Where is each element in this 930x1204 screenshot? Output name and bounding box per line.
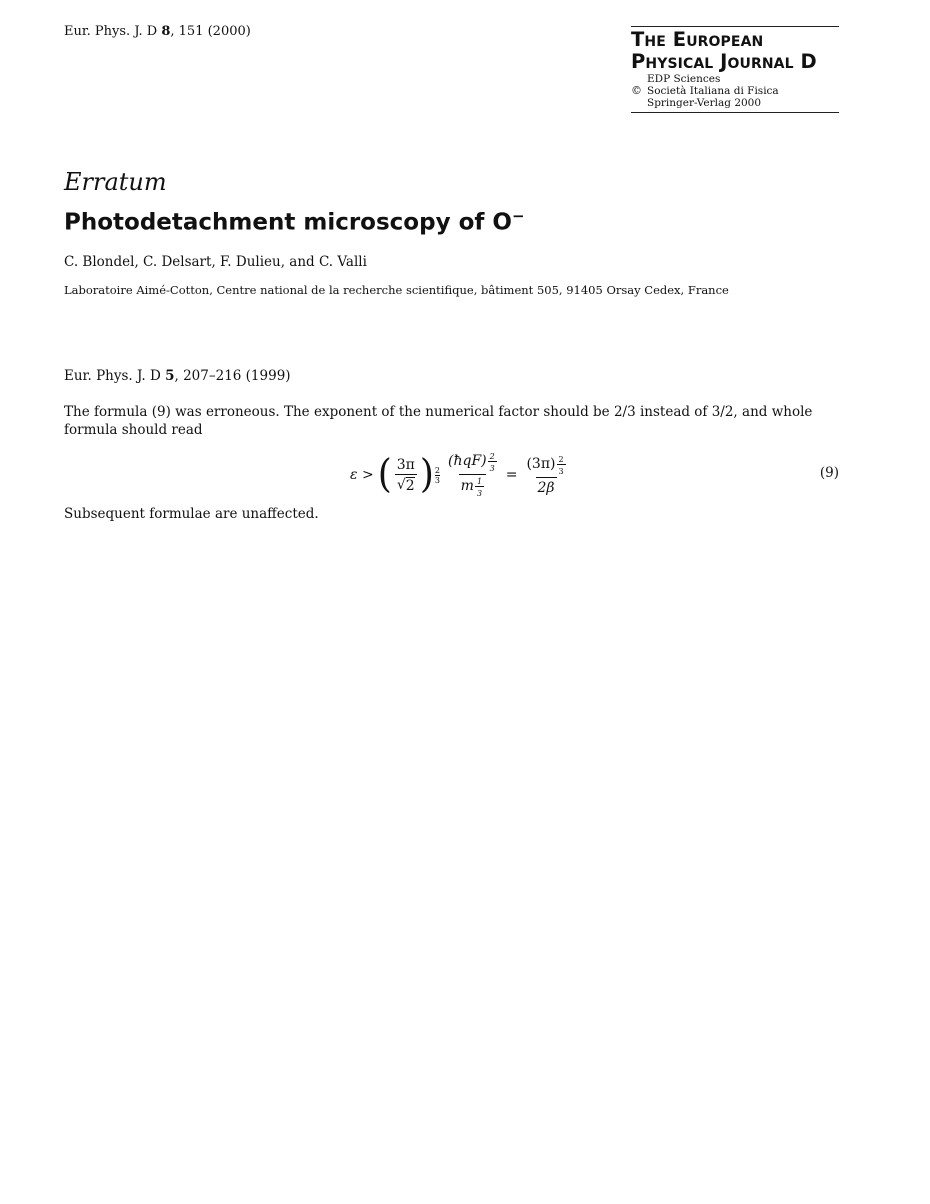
journal-name-line1: The European: [631, 28, 764, 51]
frac2-num-text: (ħqF): [448, 453, 487, 469]
right-paren: ): [419, 451, 434, 497]
original-article-citation: [64, 368, 291, 384]
exp1-num: 2: [434, 465, 440, 475]
citation-volume: 8: [161, 24, 171, 39]
ref-volume: 5: [165, 368, 175, 384]
exponent-2-3: [435, 466, 440, 485]
frac3-num-text: (3π): [526, 455, 556, 472]
exp3: [475, 477, 484, 498]
publisher-line2-text: Società Italiana di Fisica: [647, 85, 779, 97]
exp4-num: 2: [558, 454, 564, 464]
left-paren: (: [377, 451, 392, 497]
publisher-line3: Springer-Verlag 2000: [647, 97, 762, 109]
frac3-denominator: 2β: [536, 477, 557, 496]
sqrt-sign: √: [396, 476, 406, 493]
erratum-label: Erratum: [64, 168, 167, 196]
frac1-denominator: [395, 474, 417, 494]
exp2-den: 3: [488, 461, 497, 473]
equals-sign: =: [505, 467, 518, 483]
exp4-den: 3: [557, 464, 566, 476]
fraction-3pi-over-2beta: [524, 455, 567, 496]
publisher-line1: EDP Sciences: [647, 73, 721, 85]
citation-suffix: , 151 (2000): [170, 24, 251, 39]
sqrt-radicand: 2: [405, 477, 415, 494]
paper-title-text: Photodetachment microscopy of O: [64, 209, 512, 236]
frac2-denominator: [459, 474, 486, 498]
frac2-numerator: [446, 452, 499, 474]
exp2-num: 2: [489, 452, 495, 461]
author-list: C. Blondel, C. Delsart, F. Dulieu, and C. Valli: [64, 254, 367, 270]
exp3-num: 1: [476, 477, 483, 486]
frac2-den-text: m: [460, 478, 474, 494]
journal-masthead: [631, 26, 839, 113]
frac3-numerator: [524, 455, 567, 477]
fraction-hqf-over-m: [446, 452, 499, 498]
frac1-numerator: 3π: [396, 456, 415, 473]
ref-suffix: , 207–216 (1999): [174, 368, 291, 384]
publisher-line2: [631, 85, 839, 97]
body-paragraph: The formula (9) was erroneous. The exponent of the numerical factor should be 2/3 instead of 3/2, and whole formula should read: [64, 404, 813, 438]
exp3-den: 3: [475, 486, 484, 498]
paper-title-superscript: −: [511, 207, 525, 225]
equation-9: [350, 450, 571, 500]
exp2: [488, 452, 497, 473]
equation-lhs: ε >: [350, 467, 374, 483]
copyright-icon: ©: [631, 84, 642, 97]
paper-title: [64, 207, 525, 236]
equation-number: (9): [819, 465, 839, 481]
exp4: [557, 455, 566, 476]
closing-paragraph: Subsequent formulae are unaffected.: [64, 506, 319, 522]
ref-prefix: Eur. Phys. J. D: [64, 368, 166, 384]
journal-name-line2: Physical Journal D: [631, 50, 817, 73]
affiliation: Laboratoire Aimé-Cotton, Centre national de la recherche scientifique, bâtiment 505, 91405 Orsay Cedex, France: [64, 283, 729, 297]
journal-citation: [64, 24, 251, 39]
fraction-3pi-over-sqrt2: [395, 457, 417, 494]
exp1-den: 3: [434, 475, 440, 485]
citation-prefix: Eur. Phys. J. D: [64, 24, 162, 39]
